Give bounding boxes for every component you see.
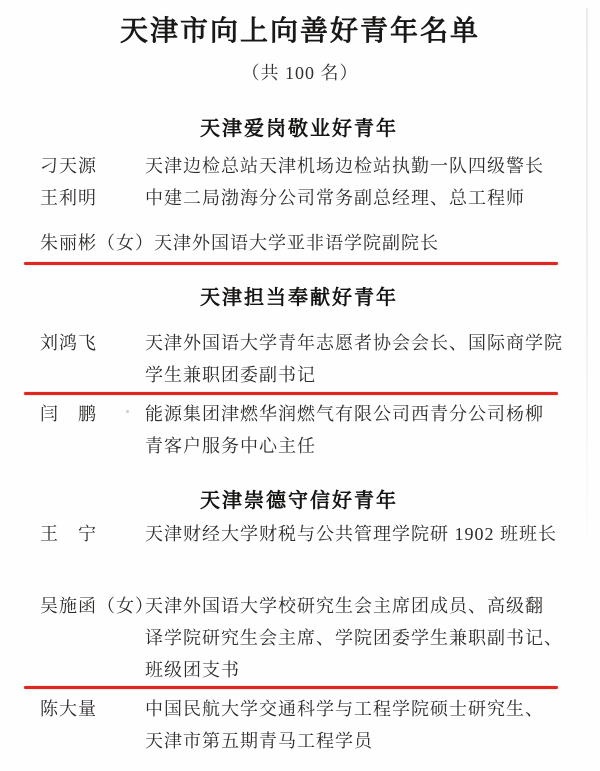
red-underline <box>24 392 558 395</box>
entry-description <box>154 227 558 259</box>
entry-name: 王利明 <box>40 188 97 208</box>
entry-description <box>145 693 558 757</box>
entry-description-line: 中国民航大学交通科学与工程学院硕士研究生、 <box>145 699 544 719</box>
section-heading-dandang-fengxian: 天津担当奉献好青年 <box>200 287 398 309</box>
entry-description-line: 天津边检总站天津机场边检站执勤一队四级警长 <box>145 156 544 176</box>
entry-description <box>145 518 558 550</box>
entry-description <box>145 398 558 462</box>
list-entry <box>40 150 558 182</box>
list-entry <box>40 227 558 259</box>
document-body <box>0 115 600 757</box>
entry-description-line: 中建二局渤海分公司常务副总经理、总工程师 <box>145 188 525 208</box>
entry-description-line: 天津外国语大学青年志愿者协会会长、国际商学院 <box>145 333 563 353</box>
entry-description-line: 能源集团津燃华润燃气有限公司西青分公司杨柳 <box>145 404 544 424</box>
entry-description-line: 学生兼职团委副书记 <box>145 365 316 385</box>
list-entry <box>40 327 563 391</box>
red-underline <box>24 262 558 265</box>
entry-name: 闫 鹏 <box>40 404 97 424</box>
list-entry <box>40 398 558 462</box>
list-entry <box>40 693 558 757</box>
entry-description-line: 天津市第五期青马工程学员 <box>145 731 373 751</box>
entry-description-line: 青客户服务中心主任 <box>145 436 316 456</box>
page-subtitle: （共 100 名） <box>241 63 359 83</box>
red-underline <box>24 686 558 689</box>
list-entry <box>40 590 563 686</box>
section-heading-chongde-shouxin: 天津崇德守信好青年 <box>200 490 398 512</box>
entry-description <box>145 150 558 182</box>
entry-name: 刘鸿飞 <box>40 333 97 353</box>
entry-description-line: 天津外国语大学校研究生会主席团成员、高级翻 <box>145 596 544 616</box>
entry-description-line: 译学院研究生会主席、学院团委学生兼职副书记、 <box>145 628 563 648</box>
entry-description-line: 天津外国语大学亚非语学院副院长 <box>154 233 439 253</box>
entry-description <box>145 182 558 214</box>
list-entry <box>40 182 558 214</box>
entry-description <box>145 327 563 391</box>
page-title: 天津市向上向善好青年名单 <box>119 16 480 47</box>
entry-description-line: 天津财经大学财税与公共管理学院研 1902 班班长 <box>145 524 557 544</box>
entry-name: 王 宁 <box>40 524 97 544</box>
entry-name: 吴施函（女） <box>40 596 154 616</box>
section-heading-aigang-jingye: 天津爱岗敬业好青年 <box>200 118 398 140</box>
list-entry <box>40 518 558 550</box>
entry-name: 陈大量 <box>40 699 97 719</box>
entry-description <box>145 590 563 686</box>
entry-name: 刁天源 <box>40 156 97 176</box>
entry-name: 朱丽彬（女） <box>40 233 154 253</box>
entry-description-line: 班级团支书 <box>145 660 240 680</box>
